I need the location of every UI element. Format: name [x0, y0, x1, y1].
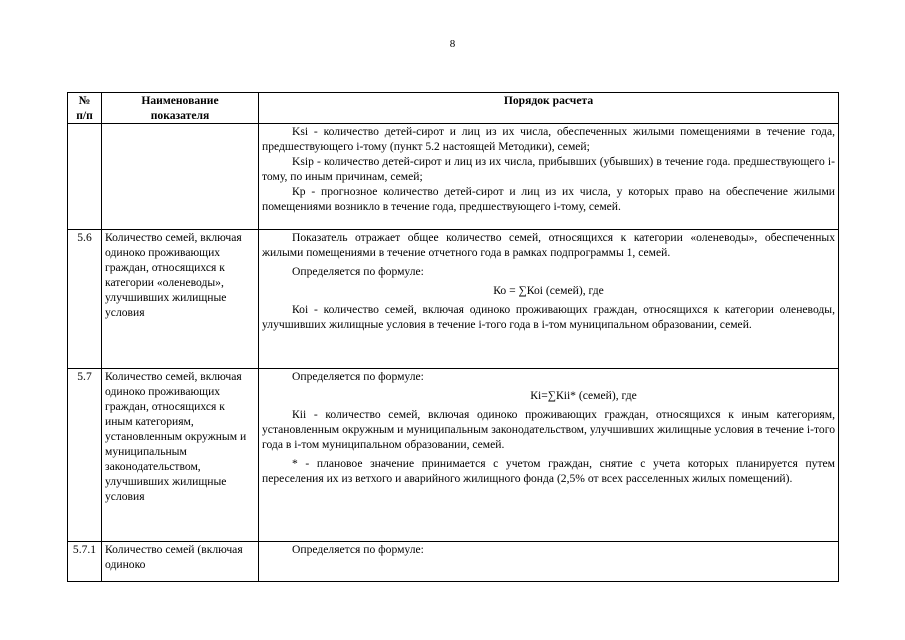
- row-indicator-name: Количество семей, включая одиноко проживающих граждан, относящихся к иным категориям, установленным окружным и муниципальным законодательством, улучшивших жилищные условия: [102, 369, 259, 542]
- formula: Ко = ∑Коi (семей), где: [493, 284, 604, 297]
- formula-label: Определяется по формуле:: [292, 265, 424, 278]
- row-calculation: [259, 124, 839, 230]
- formula-label: Определяется по формуле:: [292, 370, 424, 383]
- header-calculation-order: Порядок расчета: [259, 93, 839, 124]
- paragraph: Кр - прогнозное количество детей-сирот и лиц из их числа, у которых право на обеспечение жилыми помещениями возникло в течение года, предшествующего i-тому, семей.: [262, 185, 835, 213]
- page-number: 8: [449, 38, 456, 50]
- row-indicator-name: Количество семей, включая одиноко проживающих граждан, относящихся к категории «оленеводы», улучшивших жилищные условия: [102, 230, 259, 369]
- formula: Кi=∑Кii* (семей), где: [530, 389, 637, 402]
- paragraph: Кii - количество семей, включая одиноко проживающих граждан, относящихся к иным категориям, установленным окружным и муниципальным законодательством, улучшивших жилищные условия в течение i-того года в i-том муниципальном образовании, семей.: [262, 408, 835, 451]
- paragraph: Показатель отражает общее количество семей, относящихся к категории «оленеводы», обеспеченных жилыми помещениями в течение отчетного года в рамках подпрограммы 1, семей.: [262, 231, 835, 259]
- row-number: 5.7.1: [68, 542, 102, 582]
- row-calculation: [259, 230, 839, 369]
- header-indicator-name: Наименование показателя: [102, 93, 259, 124]
- row-calculation: [259, 369, 839, 542]
- row-number: [68, 124, 102, 230]
- table-row: [68, 542, 839, 582]
- table-header-row: [68, 93, 839, 124]
- row-calculation: [259, 542, 839, 582]
- indicator-table: [67, 92, 839, 582]
- row-indicator-name: Количество семей (включая одиноко: [102, 542, 259, 582]
- paragraph: Коi - количество семей, включая одиноко проживающих граждан, относящихся к категории оленеводы, улучшивших жилищные условия в течение i-того года в i-том муниципальном образовании, семей.: [262, 303, 835, 331]
- footnote: * - плановое значение принимается с учетом граждан, снятие с учета которых планируется путем переселения их из ветхого и аварийного жилищного фонда (2,5% от всех расселенных жилых помещений).: [262, 457, 835, 485]
- row-number: 5.6: [68, 230, 102, 369]
- table-row: [68, 124, 839, 230]
- row-number: 5.7: [68, 369, 102, 542]
- paragraph: Ksip - количество детей-сирот и лиц из их числа, прибывших (убывших) в течение года. предшествующего i-тому, по иным причинам, семей;: [262, 155, 835, 183]
- paragraph: Ksi - количество детей-сирот и лиц из их числа, обеспеченных жилыми помещениями в течение года, предшествующего i-тому (пункт 5.2 настоящей Методики), семей;: [262, 125, 835, 153]
- row-indicator-name: [102, 124, 259, 230]
- table-row: [68, 369, 839, 542]
- formula-label: Определяется по формуле:: [292, 543, 424, 556]
- table-row: [68, 230, 839, 369]
- header-number: № п/п: [68, 93, 102, 124]
